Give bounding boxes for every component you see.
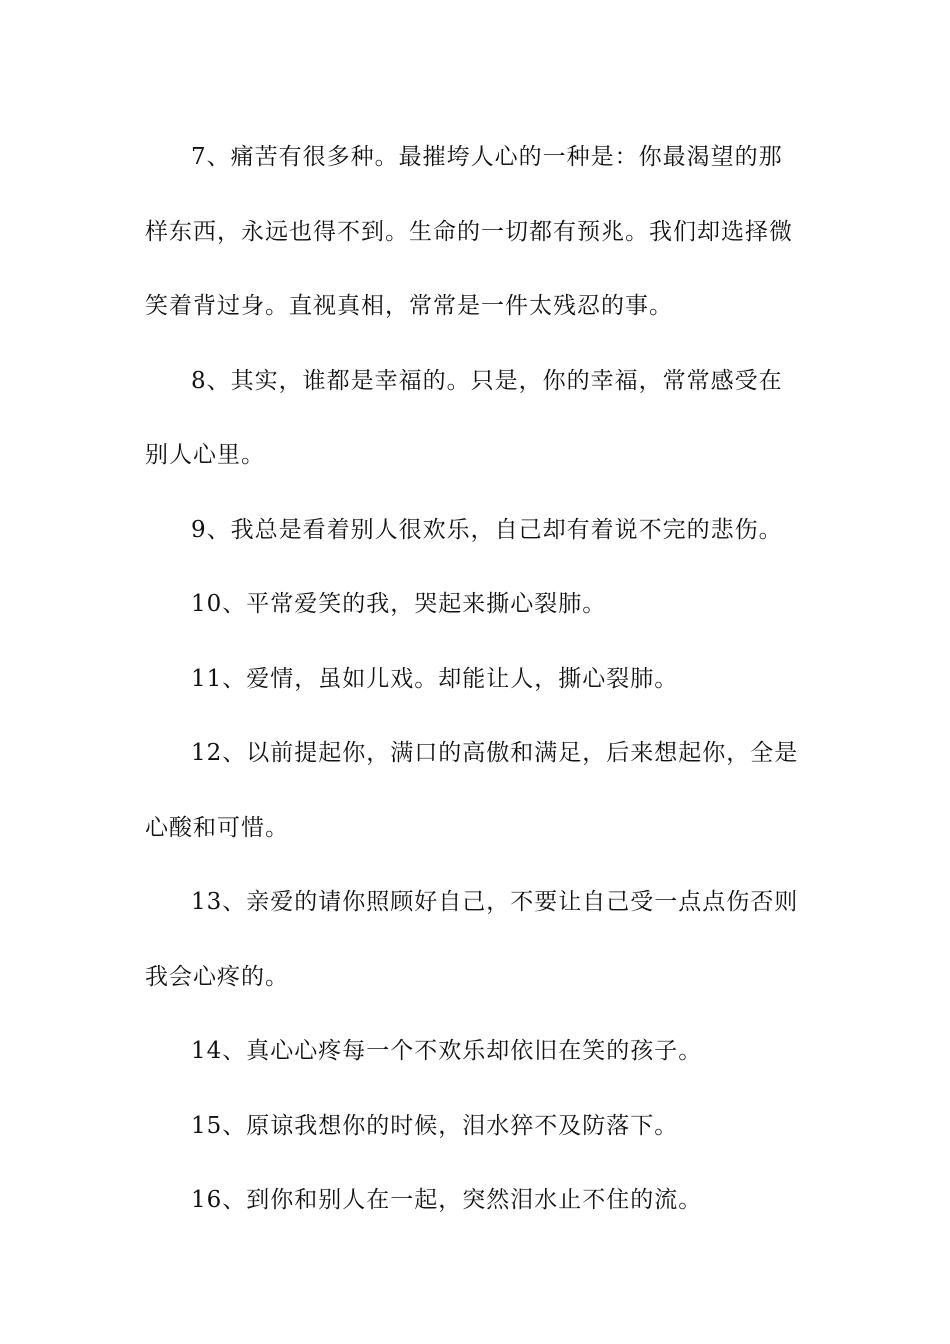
paragraph-9: 9、我总是看着别人很欢乐，自己却有着说不完的悲伤。 bbox=[191, 516, 783, 543]
paragraph-12: 12、以前提起你，满口的高傲和满足，后来想起你，全是心酸和可惜。 bbox=[145, 740, 799, 841]
paragraph-11: 11、爱情，虽如儿戏。却能让人，撕心裂肺。 bbox=[191, 665, 679, 692]
paragraph-7: 7、痛苦有很多种。最摧垮人心的一种是：你最渴望的那样东西，永远也得不到。生命的一切都有预兆。我们却选择微笑着背过身。直视真相，常常是一件太残忍的事。 bbox=[145, 144, 793, 319]
paragraph-8: 8、其实，谁都是幸福的。只是，你的幸福，常常感受在别人心里。 bbox=[145, 367, 783, 468]
paragraph-10: 10、平常爱笑的我，哭起来撕心裂肺。 bbox=[191, 591, 607, 617]
paragraph-13: 13、亲爱的请你照顾好自己，不要让自己受一点点伤否则我会心疼的。 bbox=[145, 889, 799, 990]
paragraph-16: 16、到你和别人在一起，突然泪水止不住的流。 bbox=[191, 1187, 703, 1213]
document-body bbox=[145, 120, 805, 1238]
paragraph-14: 14、真心心疼每一个不欢乐却依旧在笑的孩子。 bbox=[191, 1038, 703, 1064]
paragraph-15: 15、原谅我想你的时候，泪水猝不及防落下。 bbox=[191, 1112, 679, 1139]
